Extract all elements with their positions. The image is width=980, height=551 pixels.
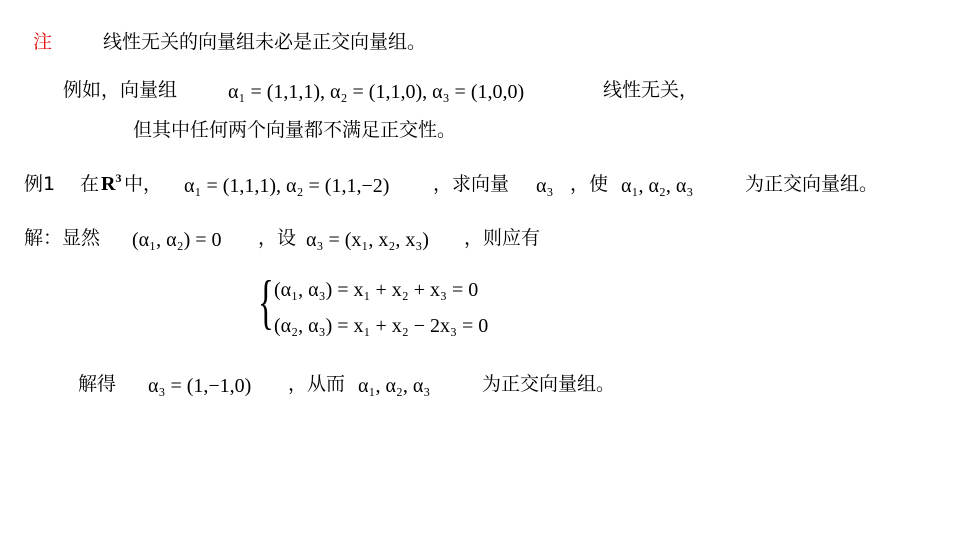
example1-set: α₁, α₂, α₃: [621, 175, 694, 197]
result-set: α₁, α₂, α₃: [358, 375, 431, 397]
example-intro-line2-text: 但其中任何两个向量都不满足正交性。: [133, 119, 457, 141]
result-value: α₃ = (1,−1,0): [148, 375, 252, 397]
example1-text-a: 在: [80, 173, 100, 195]
solution-text-a: ，设: [258, 227, 297, 249]
result-text-d: 为正交向量组。: [482, 373, 616, 395]
solution-inner: (α₁, α₂) = 0: [132, 229, 222, 251]
example-intro-prefix: 例如，向量组: [63, 79, 178, 101]
example1-text-b: 中，: [124, 173, 163, 195]
example1-label: 例1: [24, 173, 56, 195]
example1-text-d: ，使: [570, 173, 609, 195]
note-text: 线性无关的向量组未必是正交向量组。: [103, 31, 427, 53]
example1-target: α₃: [536, 175, 554, 197]
solution-label: 解：显然: [24, 227, 101, 249]
example1-text-c: ，求向量: [433, 173, 510, 195]
equation-brace: {: [258, 269, 274, 335]
example1-text-e: 为正交向量组。: [745, 173, 879, 195]
result-text-c: ，从而: [288, 373, 346, 395]
example1-given: α₁ = (1,1,1), α₂ = (1,1,−2): [184, 175, 390, 197]
solution-text-b: ，则应有: [464, 227, 541, 249]
result-label: 解得: [78, 373, 117, 395]
equation-1: (α₁, α₃) = x₁ + x₂ + x₃ = 0: [274, 279, 479, 301]
example-intro-vectors: α₁ = (1,1,1), α₂ = (1,1,0), α₃ = (1,0,0): [228, 81, 525, 103]
note-label: 注: [33, 31, 53, 53]
solution-assume: α₃ = (x₁, x₂, x₃): [306, 229, 429, 251]
example-intro-suffix: 线性无关，: [603, 79, 699, 101]
equation-2: (α₂, α₃) = x₁ + x₂ − 2x₃ = 0: [274, 315, 489, 337]
example1-space: $R^3$: [101, 171, 122, 195]
